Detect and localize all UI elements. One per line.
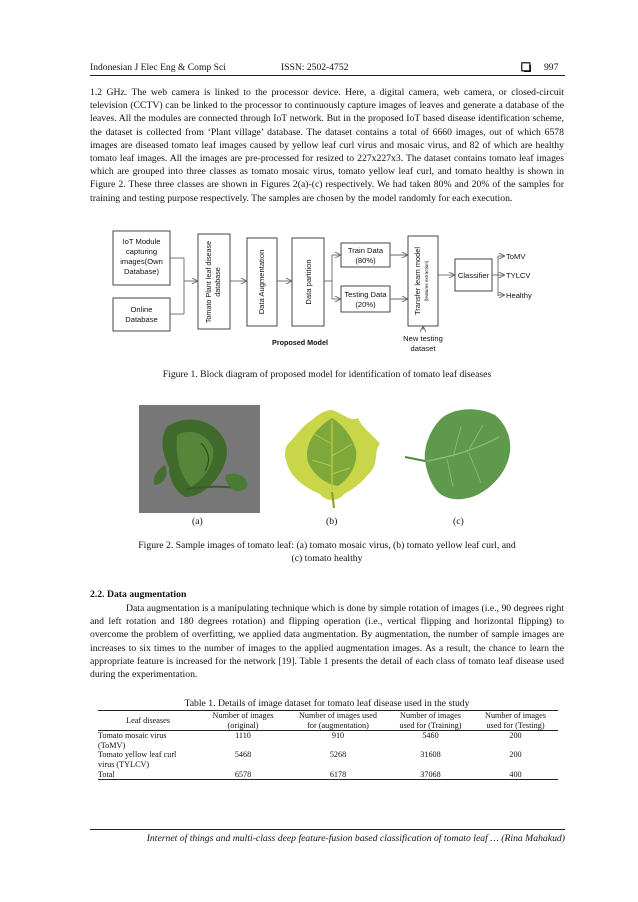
table-row xyxy=(98,770,558,780)
figure2-caption-line-1: Figure 2. Sample images of tomato leaf: (a) tomato mosaic virus, (b) tomato yellow leaf curl, and xyxy=(138,540,516,551)
section-paragraph: Data augmentation is a manipulating technique which is done by simple rotation of images (i.e., 90 degrees right and left rotation and 180 degrees rotation) and flipping operation (i.e., vertical flipping and horizontal flipping) to overcome the problem of overfitting, we applied data augmentation. By augmentation, the number of sample images are increases to six times to the number of images to the applied augmentation images. As a result, the chance to learn the appropriate feature is increased for the network [19]. Table 1 presents the detail of each class of tomato leaf disease used during the experimentation. xyxy=(90,603,564,681)
journal-name: Indonesian J Elec Eng & Comp Sci xyxy=(90,62,226,73)
row-name: Tomato mosaic virus (ToMV) xyxy=(98,731,167,750)
table1-caption: Table 1. Details of image dataset for tomato leaf disease used in the study xyxy=(184,698,470,709)
tomato-db-line-1: Tomato Plant leaf disease xyxy=(204,240,213,324)
iot-line-3: images(Own xyxy=(120,257,163,266)
row-value: 200 xyxy=(509,750,522,760)
table-header-augmentation: Number of images used for (augmentation) xyxy=(299,711,377,730)
table1 xyxy=(98,710,558,780)
tomato-db-line-2: database xyxy=(213,267,222,297)
leaf-photo-healthy xyxy=(403,403,516,513)
train-line-1: Train Data xyxy=(347,246,384,255)
proposed-model-label: Proposed Model xyxy=(272,338,328,347)
table-header-training: Number of images used for (Training) xyxy=(399,711,462,730)
classifier-label: Classifier xyxy=(457,271,490,280)
figure1-caption: Figure 1. Block diagram of proposed model for identification of tomato leaf diseases xyxy=(162,369,492,380)
train-line-2: (80%) xyxy=(355,256,376,265)
iot-line-2: capturing xyxy=(125,247,158,256)
output-healthy: Healthy xyxy=(506,291,532,300)
row-name: Tomato yellow leaf curl virus (TYLCV) xyxy=(98,750,177,769)
transfer-model-label: Transfer learn model xyxy=(413,247,422,315)
output-tomv: ToMV xyxy=(506,252,526,261)
page-footer: Internet of things and multi-class deep feature-fusion based classification of tomato leaf … (Rina Mahakud) xyxy=(146,833,565,844)
table-row xyxy=(98,750,558,769)
row-value: 1110 xyxy=(235,731,251,741)
row-value: 400 xyxy=(509,769,522,779)
feature-extraction-label: (features extraction) xyxy=(424,260,429,302)
row-value: 910 xyxy=(331,731,345,741)
table-row xyxy=(98,731,558,751)
new-testing-line-2: dataset xyxy=(410,344,436,353)
leaf-photo-mosaic-virus xyxy=(139,405,260,513)
online-line-2: Database xyxy=(125,315,158,324)
row-value: 37068 xyxy=(420,769,441,779)
table-header-leaf-diseases: Leaf diseases xyxy=(126,715,170,725)
figure2-label-c: (c) xyxy=(453,516,464,527)
intro-paragraph: 1.2 GHz. The web camera is linked to the processor device. Here, a digital camera, web camera, or closed-circuit television (CCTV) can be linked to the processor to continuously capture images of leaves and generate a database of the leaves. All the modules are connected through IoT network. But in the proposed IoT based disease identification scheme, the dataset is collected from ‘Plant village’ database. The dataset contains a total of 6660 images, out of which 6578 images are diseased tomato leaf images caused by yellow leaf curl virus and mosaic virus, and 82 of which are healthy tomato leaf images. All the images are pre-processed for resized to 227x227x3. The dataset contains tomato leaf images which are grouped into three classes as tomato mosaic virus, tomato yellow leaf curl, and tomato healthy is shown in Figure 2. These three classes are shown in Figures 2(a)-(c) respectively. We had taken 80% and 20% of the samples for training and testing purpose respectively. The samples are chosen by the model randomly for each execution. xyxy=(90,87,564,204)
new-testing-line-1: New testing xyxy=(403,334,443,343)
row-value: 6578 xyxy=(234,769,252,779)
page-number: 997 xyxy=(544,62,559,73)
table-header-original: Number of images (original) xyxy=(212,711,274,730)
issn: ISSN: 2502-4752 xyxy=(281,62,349,73)
checkbox-square-icon xyxy=(521,62,531,75)
figure2-caption-line-2: (c) tomato healthy xyxy=(291,553,363,564)
section-heading: 2.2. Data augmentation xyxy=(90,589,187,600)
row-value: 200 xyxy=(509,731,522,741)
testing-line-2: (20%) xyxy=(355,300,376,309)
iot-line-4: Database) xyxy=(123,267,160,276)
block-diagram xyxy=(100,226,560,356)
row-value: 5460 xyxy=(422,731,439,741)
data-partition-label: Data partition xyxy=(304,259,313,305)
row-value: 5468 xyxy=(234,750,252,760)
iot-line-1: IoT Module xyxy=(122,237,161,246)
table-header-testing: Number of images used for (Testing) xyxy=(485,711,546,730)
figure2-label-a: (a) xyxy=(192,516,203,527)
testing-line-1: Testing Data xyxy=(344,290,387,299)
figure2-label-b: (b) xyxy=(326,516,338,527)
row-name: Total xyxy=(98,769,115,779)
row-value: 31608 xyxy=(420,750,441,760)
header-rule xyxy=(90,75,565,76)
footer-rule xyxy=(90,829,565,830)
leaf-photo-yellow-leaf-curl xyxy=(272,404,393,513)
output-tylcv: TYLCV xyxy=(506,271,531,280)
row-value: 6178 xyxy=(329,769,347,779)
row-value: 5268 xyxy=(329,750,347,760)
data-augmentation-label: Data Augmentation xyxy=(257,249,266,315)
online-line-1: Online xyxy=(130,305,153,314)
